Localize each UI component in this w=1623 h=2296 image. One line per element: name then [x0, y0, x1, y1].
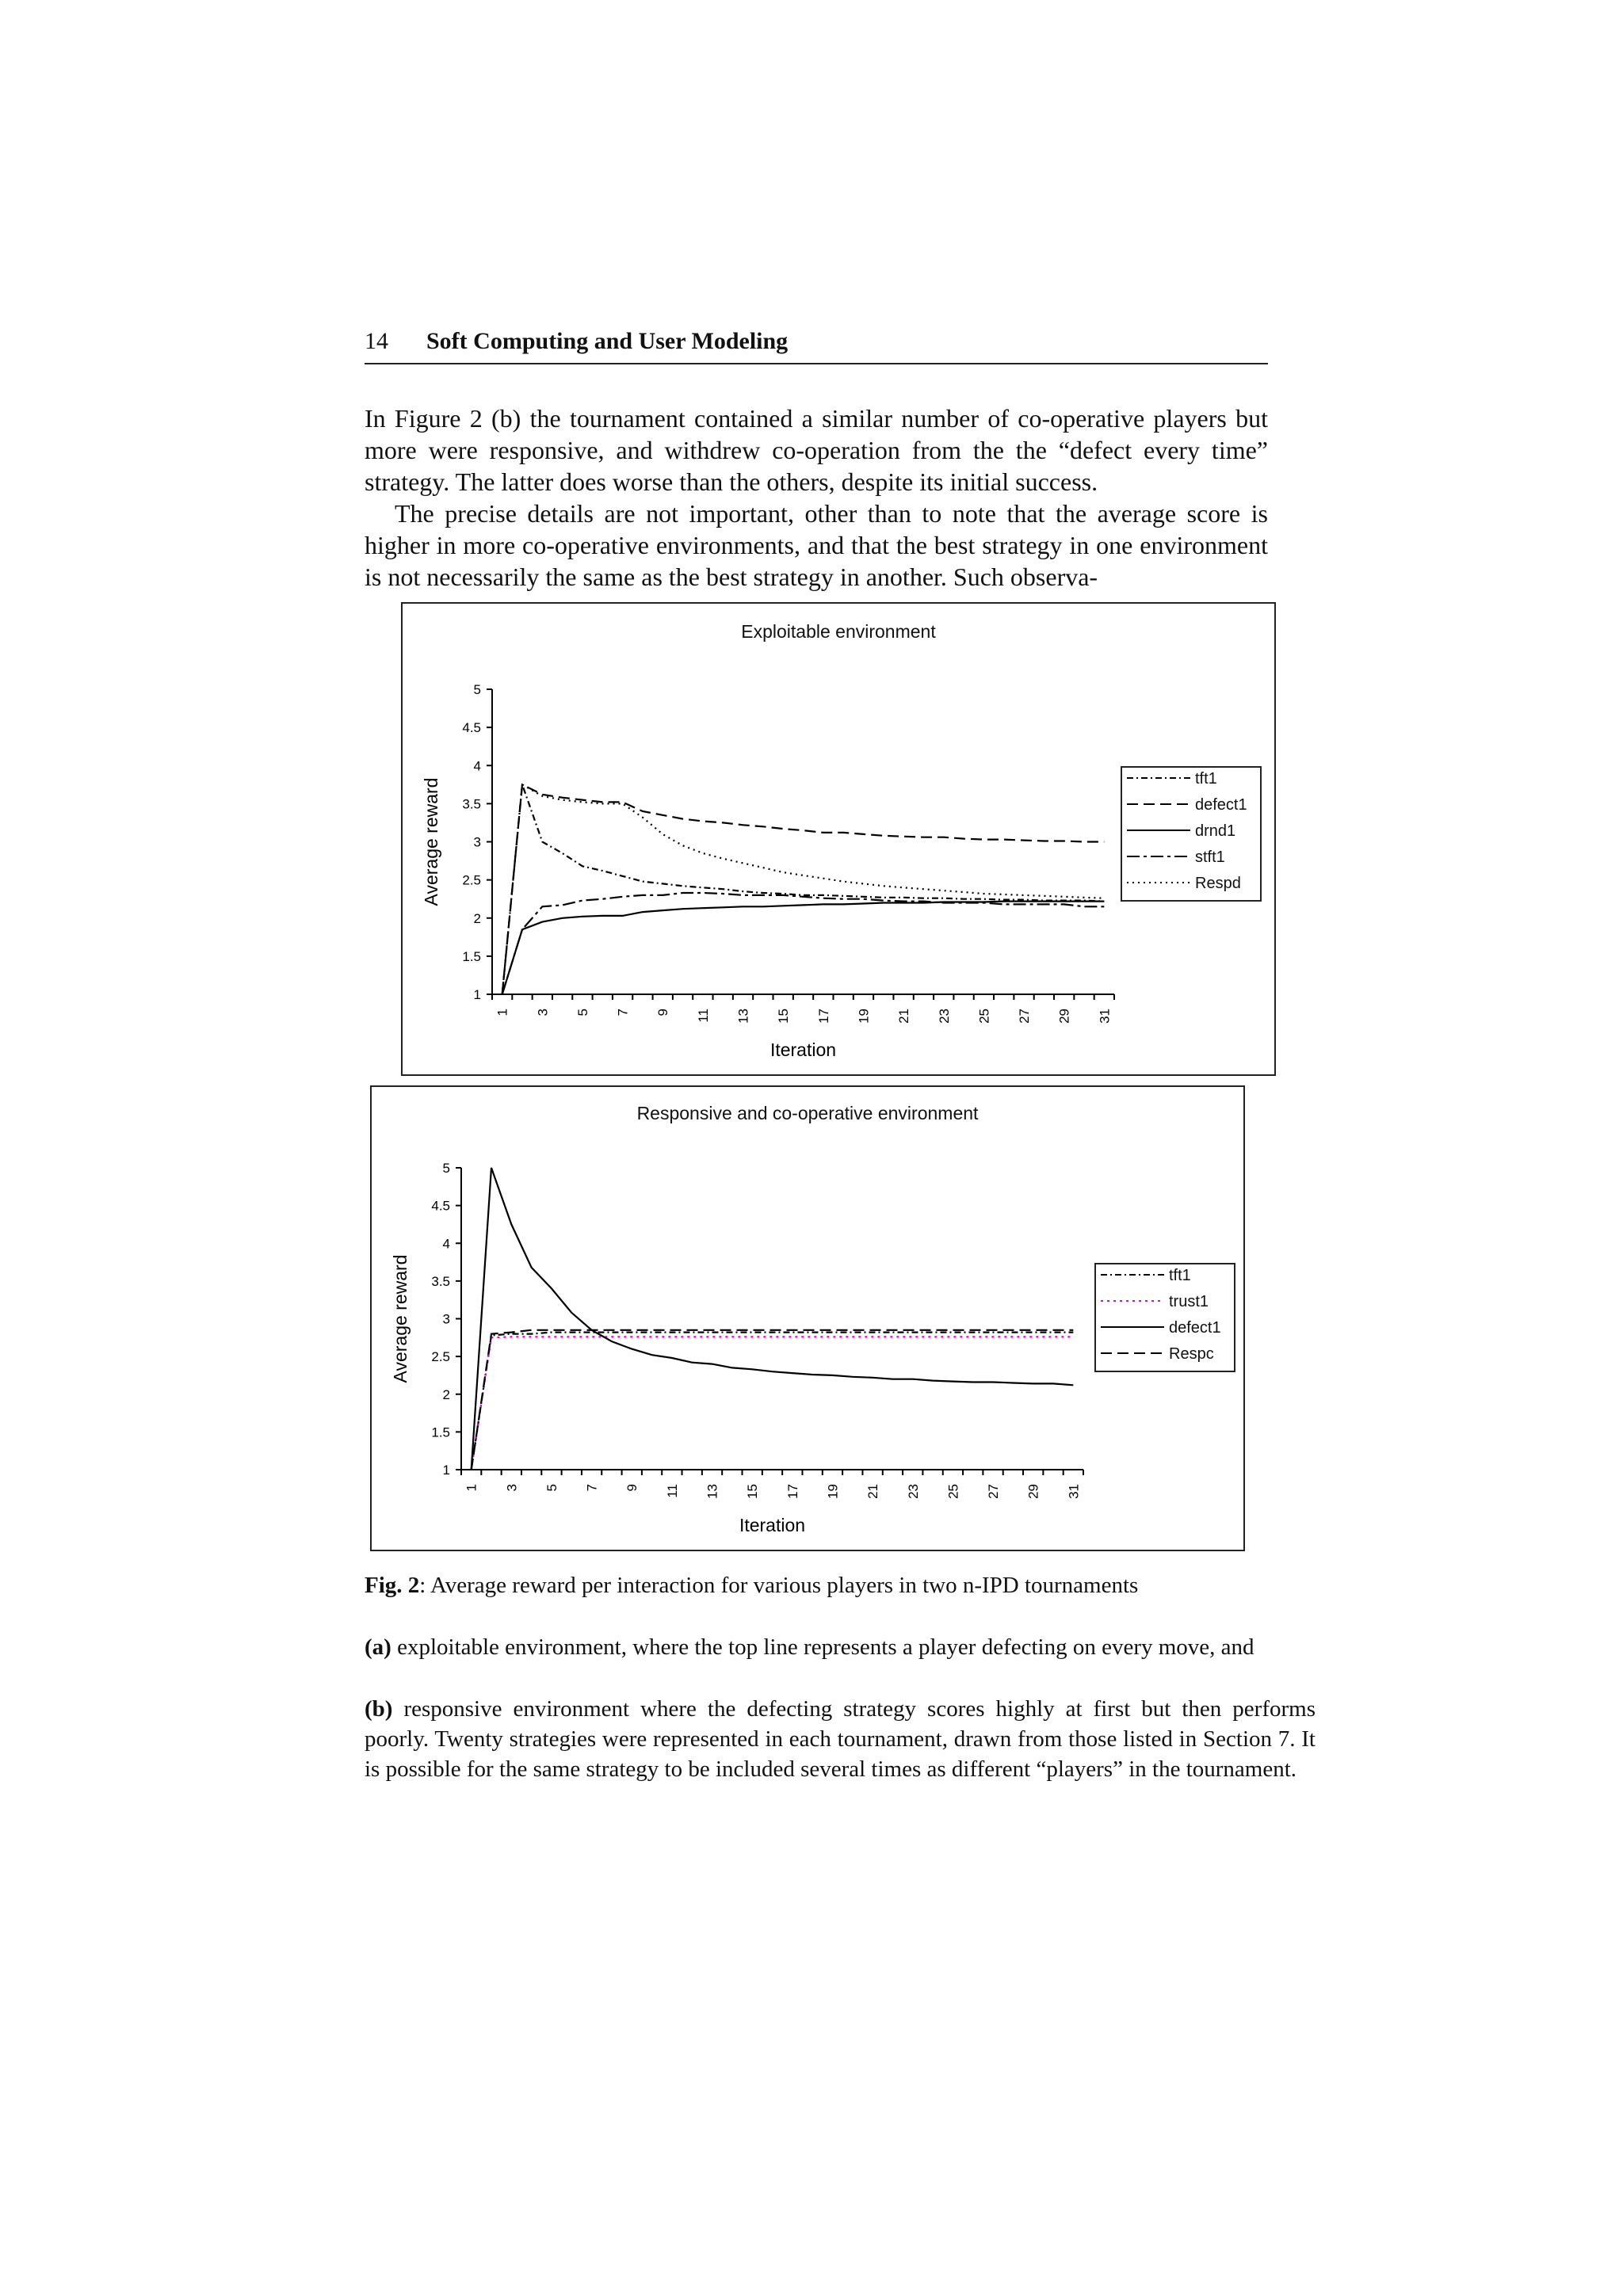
legend-label: tft1 [1169, 1267, 1191, 1284]
y-tick-label: 3.5 [431, 1273, 450, 1289]
body-paragraph-2: The precise details are not important, other than to note that the average score is higher in more co-operative environments, and that the best strategy in one environment is not necessarily the same as the best strategy in another. Such observa- [365, 499, 1268, 591]
y-tick-label: 1.5 [431, 1425, 450, 1440]
series-line-drnd1 [502, 902, 1105, 994]
y-tick-label: 5 [473, 682, 481, 697]
series-line-tft1 [502, 784, 1105, 994]
legend-label: Respc [1169, 1345, 1214, 1363]
y-tick-label: 4.5 [431, 1198, 450, 1214]
x-tick-label: 7 [584, 1484, 600, 1492]
x-tick-label: 13 [705, 1484, 720, 1499]
legend-label: stft1 [1195, 849, 1225, 866]
legend-label: drnd1 [1195, 822, 1236, 840]
series-line-respd [502, 784, 1105, 994]
legend-item-respd [1122, 872, 1260, 898]
x-tick-label: 5 [544, 1484, 559, 1492]
figure-b-chart [370, 1085, 1245, 1551]
x-tick-label: 31 [1066, 1484, 1082, 1499]
y-tick-label: 3 [473, 834, 481, 850]
x-tick-label: 5 [575, 1009, 590, 1016]
x-tick-label: 13 [735, 1009, 751, 1024]
x-tick-label: 31 [1097, 1009, 1113, 1024]
x-tick-label: 15 [745, 1484, 761, 1499]
x-tick-label: 27 [986, 1484, 1002, 1499]
x-axis-title: Iteration [769, 1039, 837, 1060]
legend-item-defect1 [1122, 794, 1260, 820]
legend-swatch [1101, 1352, 1164, 1355]
y-tick-label: 2.5 [462, 872, 481, 888]
y-tick-label: 2 [442, 1386, 450, 1402]
x-tick-label: 23 [936, 1009, 952, 1024]
series-line-defect1 [502, 784, 1105, 994]
x-tick-label: 17 [785, 1484, 800, 1499]
y-tick-label: 4 [473, 758, 481, 774]
chart-b-legend [1094, 1263, 1235, 1372]
x-tick-label: 27 [1017, 1009, 1033, 1024]
series-line-trust1 [472, 1337, 1074, 1470]
y-tick-label: 2.5 [431, 1349, 450, 1365]
legend-label: defect1 [1169, 1319, 1221, 1337]
caption-a-label: (a) [365, 1634, 391, 1660]
y-tick-label: 2 [473, 910, 481, 926]
body-paragraph-1: In Figure 2 (b) the tournament contained a similar number of co-operative players but more were responsive, and withdrew co-operation from the the “defect every time” strategy. The latter does worse than the others, despite its initial success. [365, 404, 1268, 496]
series-line-stft1 [502, 893, 1105, 994]
caption-b-label: (b) [365, 1696, 393, 1722]
x-tick-label: 29 [1056, 1009, 1072, 1024]
chart-a-legend [1121, 766, 1262, 902]
x-tick-label: 1 [464, 1484, 479, 1492]
legend-swatch [1127, 776, 1190, 780]
x-tick-label: 11 [695, 1009, 711, 1023]
legend-item-tft1 [1122, 768, 1260, 794]
x-tick-label: 9 [655, 1009, 671, 1016]
y-tick-label: 5 [442, 1161, 450, 1176]
y-tick-label: 3 [442, 1311, 450, 1327]
x-tick-label: 3 [535, 1009, 551, 1016]
y-tick-label: 4 [442, 1236, 450, 1252]
legend-item-defect1 [1096, 1317, 1234, 1343]
x-tick-label: 19 [856, 1009, 872, 1024]
x-tick-label: 25 [945, 1484, 961, 1499]
x-axis-title: Iteration [739, 1515, 806, 1535]
figure-caption [365, 1570, 1316, 1600]
x-tick-label: 23 [905, 1484, 921, 1499]
caption-part-a [365, 1632, 1316, 1662]
y-tick-label: 1 [442, 1463, 450, 1478]
x-tick-label: 3 [504, 1484, 520, 1492]
x-tick-label: 21 [896, 1009, 912, 1024]
series-line-tft1 [472, 1333, 1074, 1470]
legend-swatch [1101, 1325, 1164, 1329]
x-tick-label: 11 [664, 1484, 680, 1498]
x-tick-label: 15 [776, 1009, 792, 1024]
caption-a-text: exploitable environment, where the top line represents a player defecting on every move, and [391, 1634, 1254, 1660]
y-tick-label: 1 [473, 987, 481, 1002]
series-line-defect1 [472, 1168, 1074, 1470]
x-tick-label: 21 [865, 1484, 881, 1499]
x-tick-label: 25 [976, 1009, 992, 1024]
chart-a-title: Exploitable environment [741, 621, 936, 642]
x-tick-label: 7 [615, 1009, 631, 1016]
legend-item-tft1 [1096, 1264, 1234, 1291]
x-tick-label: 29 [1025, 1484, 1041, 1499]
page-number: 14 [365, 328, 388, 354]
y-tick-label: 1.5 [462, 948, 481, 964]
legend-swatch [1127, 829, 1190, 832]
y-tick-label: 3.5 [462, 796, 481, 812]
caption-fig-text: : Average reward per interaction for various players in two n-IPD tournaments [419, 1573, 1139, 1598]
legend-label: tft1 [1195, 770, 1217, 788]
figure-a-chart [401, 602, 1276, 1076]
x-tick-label: 19 [825, 1484, 841, 1499]
caption-part-b [365, 1694, 1316, 1784]
y-tick-label: 4.5 [462, 720, 481, 736]
legend-swatch [1127, 855, 1190, 858]
x-tick-label: 17 [815, 1009, 831, 1024]
legend-swatch [1127, 881, 1190, 884]
legend-item-drnd1 [1122, 820, 1260, 846]
legend-item-stft1 [1122, 846, 1260, 872]
legend-label: Respd [1195, 875, 1241, 892]
legend-swatch [1127, 803, 1190, 806]
legend-label: defect1 [1195, 796, 1247, 814]
legend-item-trust1 [1096, 1291, 1234, 1317]
legend-swatch [1101, 1299, 1164, 1302]
y-axis-title: Average reward [390, 1254, 411, 1383]
y-axis-title: Average reward [421, 777, 441, 906]
legend-item-respc [1096, 1343, 1234, 1369]
caption-fig-label: Fig. 2 [365, 1573, 420, 1598]
x-tick-label: 9 [624, 1484, 640, 1492]
x-tick-label: 1 [495, 1009, 510, 1016]
series-line-respc [472, 1330, 1074, 1470]
legend-label: trust1 [1169, 1293, 1209, 1310]
caption-b-text: responsive environment where the defecting strategy scores highly at first but then performs poorly. Twenty strategies were represented in each tournament, drawn from those listed in Section 7. It is possible for the same strategy to be included several times as different “players” in the tournament. [365, 1696, 1316, 1782]
running-title: Soft Computing and User Modeling [426, 328, 789, 354]
chart-b-title: Responsive and co-operative environment [636, 1103, 979, 1123]
running-header [365, 325, 1268, 364]
legend-swatch [1101, 1273, 1164, 1276]
